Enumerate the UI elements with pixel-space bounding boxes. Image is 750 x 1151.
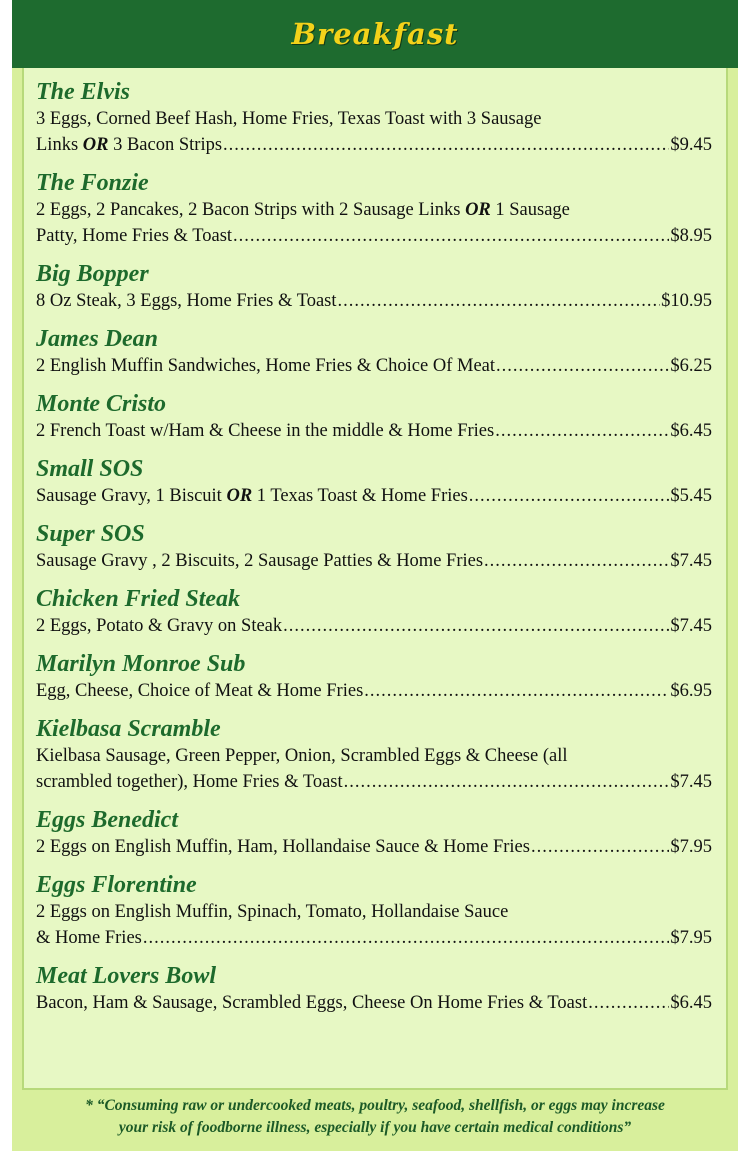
section-title: Breakfast [291,17,459,51]
item-name: The Elvis [36,79,130,105]
item-name: Eggs Florentine [36,872,197,898]
menu-item [36,169,712,249]
item-price: $6.95 [670,681,712,701]
item-description: Bacon, Ham & Sausage, Scrambled Eggs, Cheese On Home Fries & Toast ..... $6.45 [36,990,712,1016]
menu-item [36,871,712,951]
item-name: Small SOS [36,456,144,482]
item-name: Eggs Benedict [36,807,178,833]
menu-item [36,806,712,860]
item-name: Kielbasa Scramble [36,716,221,742]
item-price: $9.45 [670,135,712,155]
menu-item [36,585,712,639]
item-description: 8 Oz Steak, 3 Eggs, Home Fries & Toast ..... $10.95 [36,288,712,314]
menu-item [36,962,712,1016]
item-description: 2 English Muffin Sandwiches, Home Fries & Choice Of Meat ..... $6.25 [36,353,712,379]
item-price: $7.45 [670,551,712,571]
food-safety-disclaimer: * “Consuming raw or undercooked meats, poultry, seafood, shellfish, or eggs may increase your risk of foodborne illness, especially if you have certain medical conditions” [85,1097,665,1136]
menu-item [36,78,712,158]
menu-item [36,325,712,379]
item-price: $7.95 [670,928,712,948]
item-description: 2 French Toast w/Ham & Cheese in the middle & Home Fries ..... $6.45 [36,418,712,444]
item-description: 3 Eggs, Corned Beef Hash, Home Fries, Texas Toast with 3 Sausage Links OR 3 Bacon Strips ..... $9.45 [36,106,712,158]
item-name: The Fonzie [36,170,149,196]
menu-item [36,455,712,509]
menu-item [36,260,712,314]
item-price: $7.45 [670,616,712,636]
item-name: Marilyn Monroe Sub [36,651,246,677]
item-price: $6.45 [670,421,712,441]
menu-item [36,715,712,795]
item-name: Big Bopper [36,261,149,287]
item-description: Kielbasa Sausage, Green Pepper, Onion, Scrambled Eggs & Cheese (all scrambled together), Home Fries & Toast ..... $7.45 [36,743,712,795]
item-name: Monte Cristo [36,391,167,417]
menu-item [36,650,712,704]
item-description: Sausage Gravy, 1 Biscuit OR 1 Texas Toast & Home Fries ..... $5.45 [36,483,712,509]
item-price: $10.95 [661,291,712,311]
menu-header [12,0,738,68]
item-name: Chicken Fried Steak [36,586,241,612]
item-description: 2 Eggs on English Muffin, Ham, Hollandaise Sauce & Home Fries ..... $7.95 [36,834,712,860]
item-description: 2 Eggs on English Muffin, Spinach, Tomato, Hollandaise Sauce & Home Fries ..... $7.95 [36,899,712,951]
item-name: Super SOS [36,521,145,547]
item-price: $5.45 [670,486,712,506]
item-price: $7.45 [670,772,712,792]
item-description: Sausage Gravy , 2 Biscuits, 2 Sausage Patties & Home Fries ..... $7.45 [36,548,712,574]
item-name: James Dean [36,326,158,352]
menu-page [12,0,738,1151]
item-name: Meat Lovers Bowl [36,963,216,989]
item-description: Egg, Cheese, Choice of Meat & Home Fries ..... $6.95 [36,678,712,704]
item-price: $7.95 [670,837,712,857]
menu-item [36,520,712,574]
item-description: 2 Eggs, Potato & Gravy on Steak ..... $7.45 [36,613,712,639]
menu-list [22,68,728,1090]
item-price: $6.45 [670,993,712,1013]
menu-item [36,390,712,444]
item-description: 2 Eggs, 2 Pancakes, 2 Bacon Strips with 2 Sausage Links OR 1 Sausage Patty, Home Fries & Toast ..... $8.95 [36,197,712,249]
item-price: $6.25 [670,356,712,376]
item-price: $8.95 [670,226,712,246]
